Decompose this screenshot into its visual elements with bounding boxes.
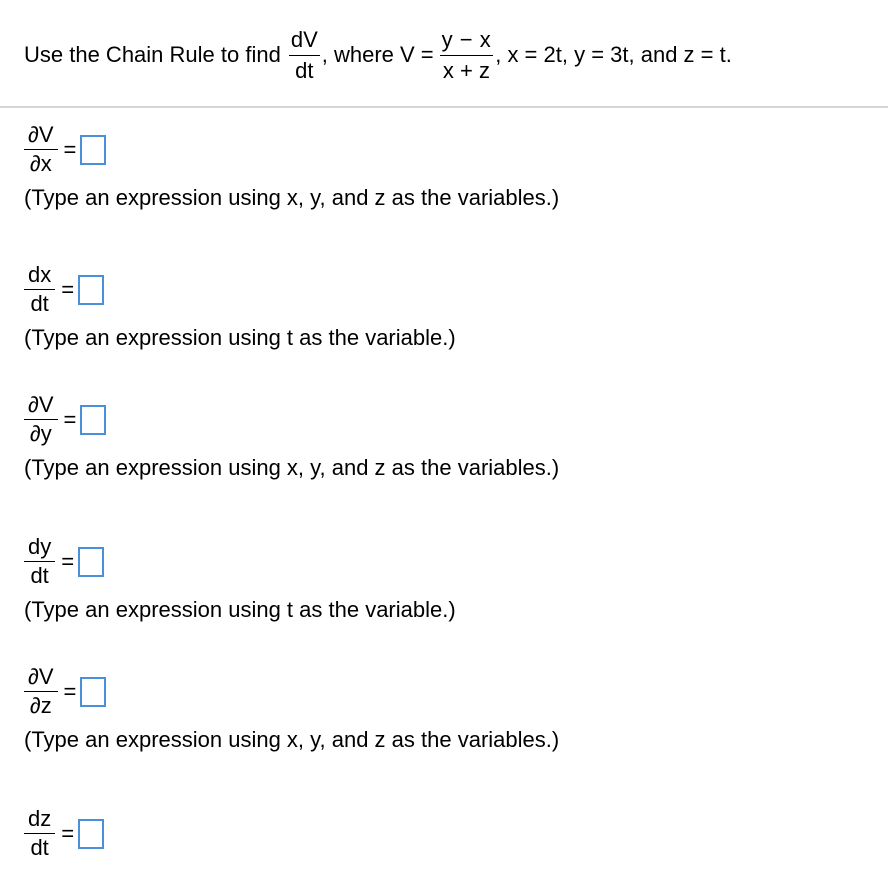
fraction-bar <box>24 691 58 692</box>
part-partial-v-y <box>24 394 559 481</box>
derivative-denominator: ∂y <box>29 421 52 446</box>
fraction-bar <box>24 289 55 290</box>
answer-input-partial-v-x[interactable] <box>80 135 106 165</box>
equation-row <box>24 394 559 445</box>
target-numerator: dV <box>290 26 318 52</box>
problem-prefix: Use the Chain Rule to find <box>24 42 281 67</box>
part-partial-v-z <box>24 666 559 753</box>
answer-input-partial-v-z[interactable] <box>80 677 106 707</box>
function-numerator: y − x <box>441 26 492 52</box>
derivative-numerator: ∂V <box>28 392 54 417</box>
fraction-bar <box>289 55 320 56</box>
equation-row <box>24 124 559 175</box>
derivative-denominator: ∂z <box>29 693 52 718</box>
hint-text: (Type an expression using x, y, and z as the variables.) <box>24 455 560 480</box>
derivative-label <box>24 666 58 717</box>
equals-sign: = <box>61 820 75 846</box>
equation-row <box>24 666 559 717</box>
equation-row <box>24 264 456 315</box>
equals-sign: = <box>63 136 77 162</box>
hint-text: (Type an expression using t as the variable.) <box>24 325 456 350</box>
equals-sign: = <box>61 276 75 302</box>
part-dx-dt <box>24 264 456 351</box>
fraction-bar <box>24 419 58 420</box>
fraction-bar <box>24 561 55 562</box>
target-derivative <box>289 26 320 83</box>
part-partial-v-x <box>24 124 559 211</box>
derivative-label <box>24 808 55 859</box>
derivative-label <box>24 394 58 445</box>
function-denominator: x + z <box>442 57 490 83</box>
derivative-numerator: dz <box>28 806 52 831</box>
answer-input-dy-dt[interactable] <box>78 547 104 577</box>
hint-text: (Type an expression using x, y, and z as the variables.) <box>24 727 560 752</box>
hint-text: (Type an expression using t as the variable.) <box>24 597 456 622</box>
fraction-bar <box>440 55 494 56</box>
problem-where: , where V = <box>321 42 434 67</box>
part-dy-dt <box>24 536 456 623</box>
equals-sign: = <box>63 406 77 432</box>
derivative-label <box>24 536 55 587</box>
fraction-bar <box>24 149 58 150</box>
section-divider <box>0 106 888 108</box>
derivative-denominator: dt <box>30 291 49 316</box>
derivative-numerator: dy <box>28 534 52 559</box>
derivative-denominator: dt <box>30 563 49 588</box>
hint-text: (Type an expression using x, y, and z as the variables.) <box>24 185 560 210</box>
target-denominator: dt <box>295 57 314 83</box>
equals-sign: = <box>63 678 77 704</box>
equation-row <box>24 808 104 859</box>
answer-input-dx-dt[interactable] <box>78 275 104 305</box>
equation-row <box>24 536 456 587</box>
derivative-numerator: dx <box>28 262 52 287</box>
problem-statement <box>24 20 732 90</box>
equals-sign: = <box>61 548 75 574</box>
answer-input-partial-v-y[interactable] <box>80 405 106 435</box>
part-dz-dt <box>24 808 104 859</box>
derivative-denominator: dt <box>30 835 49 860</box>
function-definition <box>440 26 494 83</box>
derivative-label <box>24 124 58 175</box>
answer-input-dz-dt[interactable] <box>78 819 104 849</box>
derivative-label <box>24 264 55 315</box>
derivative-numerator: ∂V <box>28 122 54 147</box>
derivative-numerator: ∂V <box>28 664 54 689</box>
problem-suffix: , x = 2t, y = 3t, and z = t. <box>495 42 732 67</box>
derivative-denominator: ∂x <box>29 151 52 176</box>
fraction-bar <box>24 833 55 834</box>
